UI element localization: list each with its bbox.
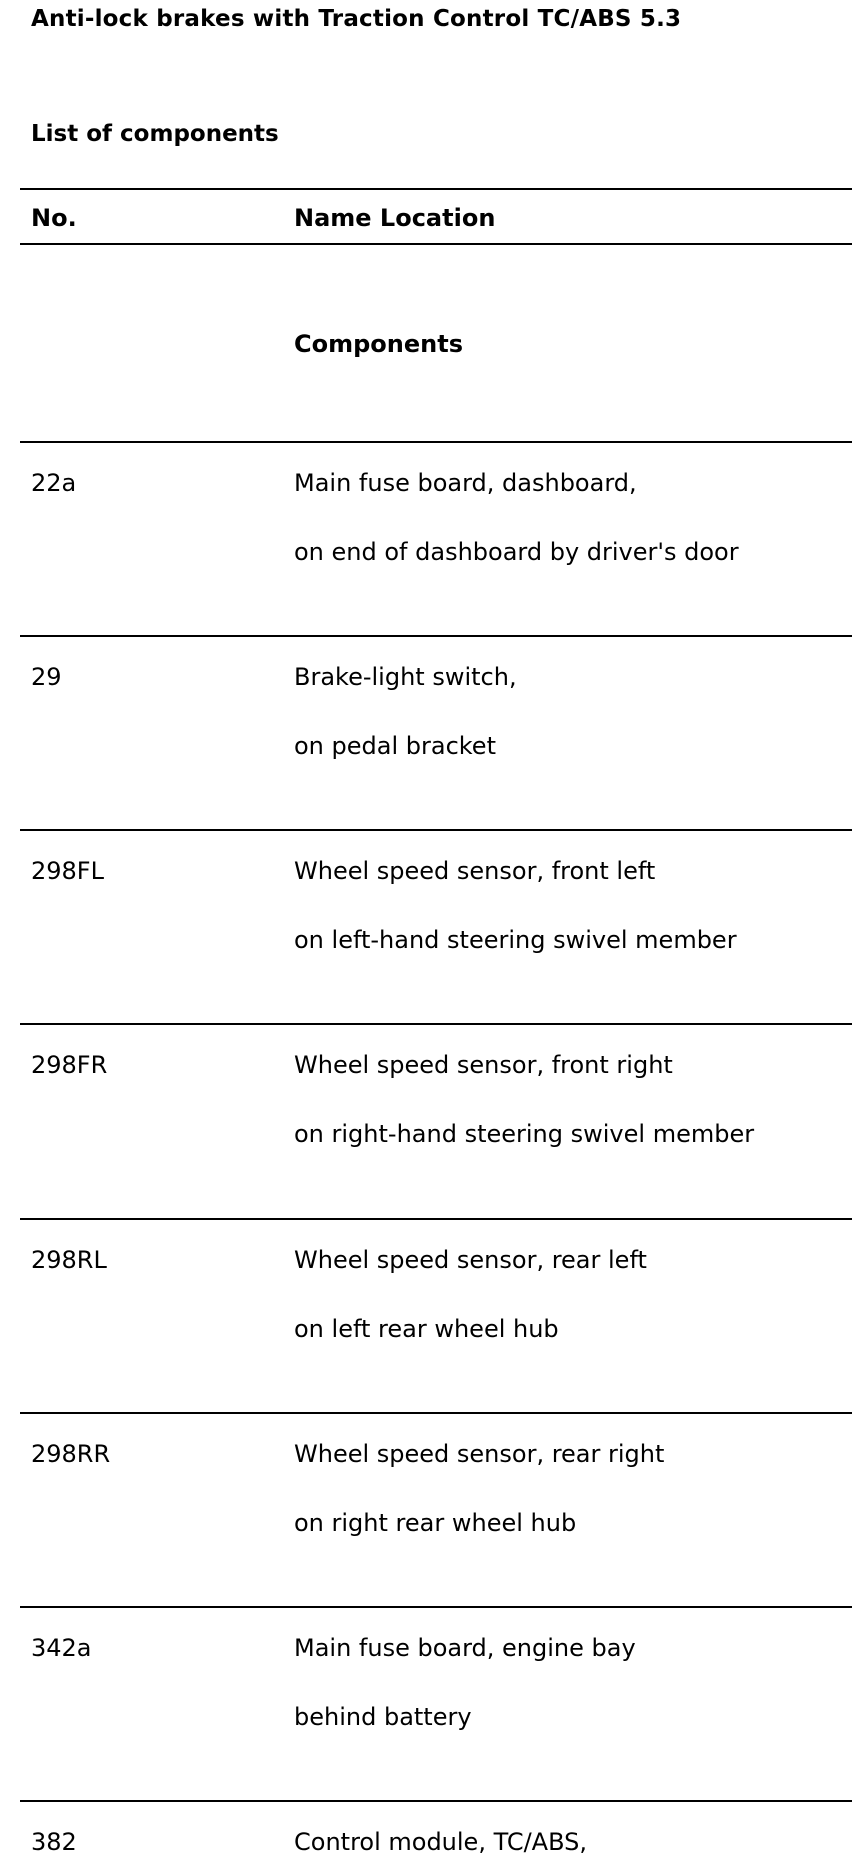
component-name: Wheel speed sensor, front left	[294, 857, 656, 885]
row-divider	[20, 1218, 852, 1220]
row-divider	[20, 635, 852, 637]
table-row	[0, 1218, 864, 1410]
table-row	[0, 441, 864, 633]
row-divider	[20, 1606, 852, 1608]
component-location: on end of dashboard by driver's door	[294, 538, 739, 566]
table-row	[0, 635, 864, 827]
component-location: on right-hand steering swivel member	[294, 1120, 755, 1148]
table-row	[0, 1023, 864, 1215]
component-name: Wheel speed sensor, front right	[294, 1051, 673, 1079]
component-name: Control module, TC/ABS,	[294, 1828, 588, 1856]
component-number: 298RL	[31, 1246, 107, 1274]
component-name: Brake-light switch,	[294, 663, 517, 691]
document-title: Anti-lock brakes with Traction Control TC/ABS 5.3	[31, 6, 682, 32]
component-number: 382	[31, 1828, 77, 1856]
column-header-name-location: Name Location	[294, 204, 496, 232]
table-top-rule	[20, 188, 852, 190]
component-location: on left rear wheel hub	[294, 1315, 559, 1343]
table-row	[0, 829, 864, 1021]
header-bottom-rule	[20, 243, 852, 245]
row-divider	[20, 1800, 852, 1802]
column-header-no: No.	[31, 204, 77, 232]
component-number: 342a	[31, 1634, 92, 1662]
row-divider	[20, 1412, 852, 1414]
component-name: Wheel speed sensor, rear left	[294, 1246, 647, 1274]
component-location: on pedal bracket	[294, 732, 496, 760]
component-number: 298FR	[31, 1051, 108, 1079]
list-heading: List of components	[31, 121, 279, 147]
component-name: Main fuse board, engine bay	[294, 1634, 636, 1662]
component-name: Main fuse board, dashboard,	[294, 469, 637, 497]
component-number: 22a	[31, 469, 77, 497]
component-location: on left-hand steering swivel member	[294, 926, 737, 954]
component-location: on right rear wheel hub	[294, 1509, 577, 1537]
table-row	[0, 1412, 864, 1604]
row-divider	[20, 441, 852, 443]
component-name: Wheel speed sensor, rear right	[294, 1440, 665, 1468]
row-divider	[20, 829, 852, 831]
component-number: 298FL	[31, 857, 104, 885]
section-heading: Components	[294, 330, 463, 358]
component-number: 29	[31, 663, 62, 691]
component-number: 298RR	[31, 1440, 111, 1468]
table-row	[0, 1606, 864, 1798]
component-location: behind battery	[294, 1703, 472, 1731]
row-divider	[20, 1023, 852, 1025]
table-row	[0, 1800, 864, 1854]
